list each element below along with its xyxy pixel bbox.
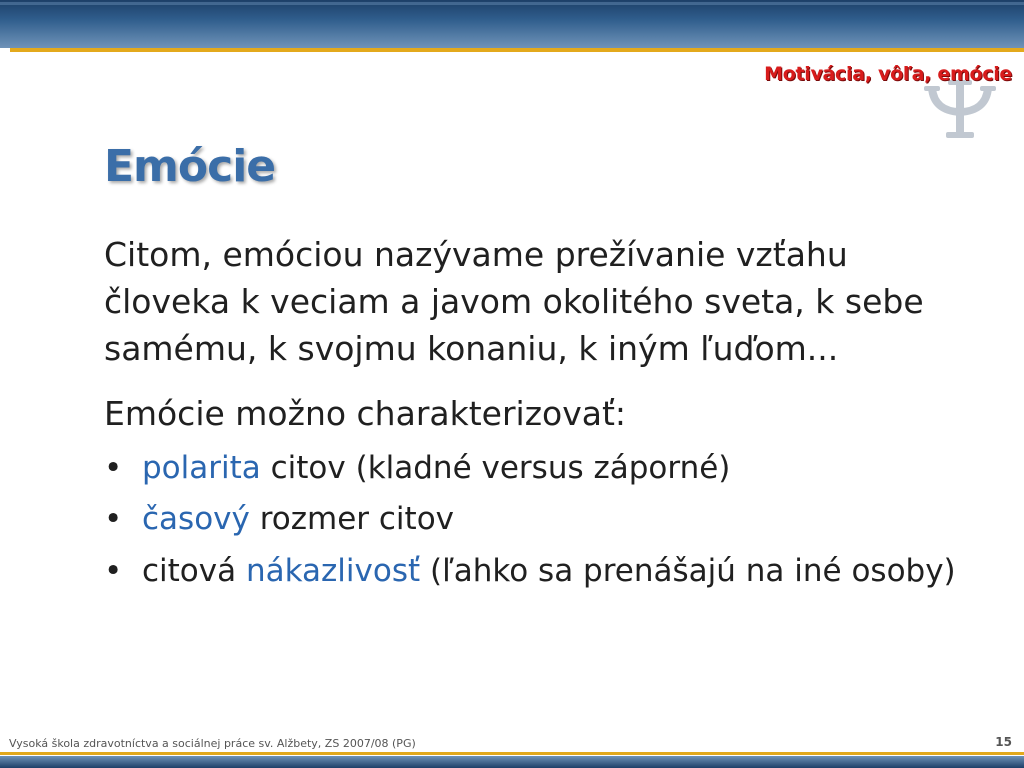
slide-content — [104, 232, 964, 591]
item-suffix: citov (kladné versus záporné) — [260, 450, 731, 487]
list-item — [104, 449, 964, 488]
bullet-icon: • — [104, 501, 123, 538]
psi-icon — [920, 78, 1000, 140]
characteristics-list — [104, 449, 964, 590]
section-title: Motivácia, vôľa, emócie — [764, 63, 1012, 85]
item-prefix: citová — [142, 552, 246, 589]
list-item — [104, 552, 964, 591]
header-accent-line — [10, 48, 1024, 52]
item-highlight: nákazlivosť — [245, 552, 421, 589]
slide-title: Emócie — [104, 141, 276, 192]
header-bar — [0, 0, 1024, 48]
footer-accent-line — [0, 752, 1024, 755]
footer-bar — [0, 756, 1024, 768]
item-highlight: časový — [142, 501, 250, 538]
page-number: 15 — [995, 735, 1012, 749]
item-suffix: rozmer citov — [249, 501, 455, 538]
header-strip — [0, 2, 1024, 5]
bullet-icon: • — [104, 552, 123, 589]
footer-text: Vysoká škola zdravotníctva a sociálnej práce sv. Alžbety, ZS 2007/08 (PG) — [9, 737, 416, 750]
characteristics-intro: Emócie možno charakterizovať: — [104, 393, 627, 433]
definition-paragraph: Citom, emóciou nazývame prežívanie vzťahu človeka k veciam a javom okolitého sveta, k sebe samému, k svojmu konaniu, k iným ľuďom... — [104, 235, 924, 368]
list-item — [104, 500, 964, 539]
item-suffix: (ľahko sa prenášajú na iné osoby) — [420, 552, 956, 589]
bullet-icon: • — [104, 450, 123, 487]
item-highlight: polarita — [142, 450, 261, 487]
